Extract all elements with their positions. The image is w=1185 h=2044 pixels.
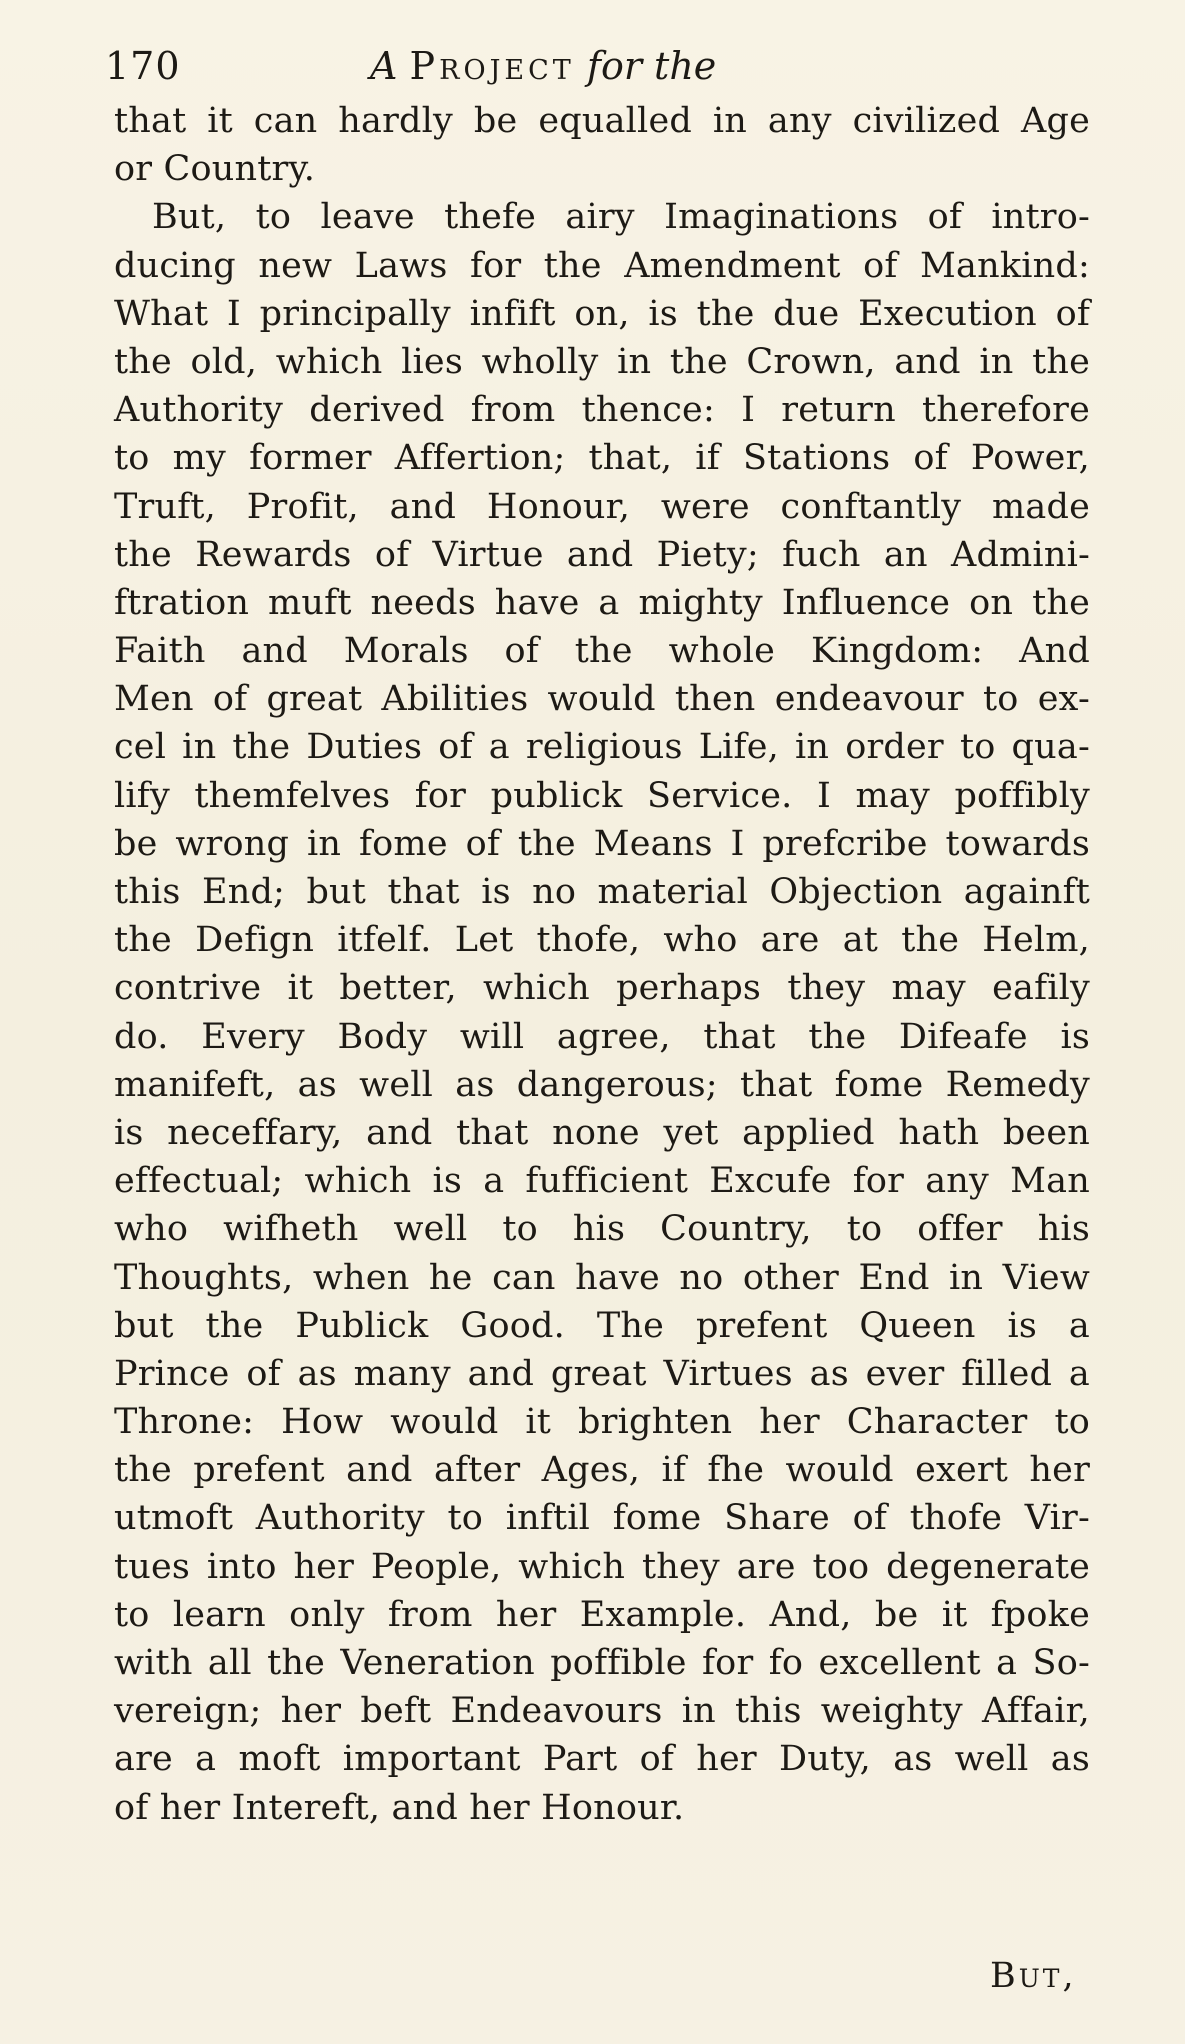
running-title-article: A: [370, 44, 398, 88]
running-title-rest: for the: [586, 44, 717, 88]
text-line: the Rewards of Virtue and Piety; fuch an Admini-: [114, 534, 1090, 575]
text-line: manifeft, as well as dangerous; that fome Remedy: [114, 1064, 1090, 1105]
text-line: be wrong in fome of the Means I prefcribe towards: [114, 823, 1090, 864]
text-line: What I principally infift on, is the due Execution of: [114, 293, 1090, 334]
text-line: that it can hardly be equalled in any civilized Age: [114, 101, 1090, 141]
text-line: to my former Affertion; that, if Stations of Power,: [114, 438, 1090, 479]
text-line: Authority derived from thence: I return therefore: [114, 390, 1090, 431]
running-head: [105, 38, 1090, 94]
text-line: Truft, Profit, and Honour, were conftantly made: [114, 486, 1090, 527]
text-line: this End; but that is no material Objection againft: [114, 872, 1090, 912]
text-line: cel in the Duties of a religious Life, in order to qua-: [114, 727, 1090, 768]
text-line: Men of great Abilities would then endeavour to ex-: [114, 679, 1090, 720]
text-line: tues into her People, which they are too degenerate: [114, 1546, 1090, 1587]
text-line: lify themfelves for publick Service. I may poffibly: [114, 775, 1090, 816]
text-line: contrive it better, which perhaps they may eafily: [114, 968, 1090, 1009]
text-line: the Defign itfelf. Let thofe, who are at the Helm,: [114, 920, 1090, 961]
text-line: But, to leave thefe airy Imaginations of intro-: [152, 197, 1090, 238]
text-line: or Country.: [114, 149, 316, 190]
text-line: do. Every Body will agree, that the Difeafe is: [114, 1016, 1090, 1057]
text-line: Throne: How would it brighten her Character to: [114, 1402, 1090, 1443]
running-title: [370, 38, 716, 94]
text-line: but the Publick Good. The prefent Queen is a: [114, 1305, 1090, 1346]
text-line: effectual; which is a fufficient Excufe for any Man: [114, 1161, 1090, 1202]
text-line: to learn only from her Example. And, be it fpoke: [114, 1594, 1090, 1635]
text-line: the prefent and after Ages, if fhe would exert her: [114, 1450, 1090, 1491]
text-line: Faith and Morals of the whole Kingdom: And: [114, 631, 1090, 672]
text-line: with all the Veneration poffible for fo excellent a So-: [114, 1643, 1090, 1683]
text-line: are a moft important Part of her Duty, as well as: [114, 1739, 1090, 1780]
text-line: utmoft Authority to inftil fome Share of thofe Vir-: [114, 1498, 1090, 1539]
page-number: 170: [105, 44, 181, 88]
text-line: the old, which lies wholly in the Crown, and in the: [114, 341, 1090, 382]
running-title-word: Project: [409, 44, 575, 88]
text-line: is neceffary, and that none yet applied hath been: [114, 1112, 1090, 1153]
text-line: vereign; her beft Endeavours in this weighty Affair,: [114, 1691, 1090, 1732]
text-line: Prince of as many and great Virtues as ever filled a: [114, 1353, 1090, 1394]
text-line: ducing new Laws for the Amendment of Mankind:: [114, 245, 1090, 286]
catchword: But,: [990, 1956, 1077, 1996]
text-line: of her Intereft, and her Honour.: [114, 1787, 685, 1828]
text-line: ftration muft needs have a mighty Influence on the: [114, 582, 1090, 623]
body-text: [114, 97, 1090, 1832]
text-line: Thoughts, when he can have no other End in View: [114, 1257, 1090, 1298]
text-line: who wifheth well to his Country, to offer his: [114, 1209, 1090, 1250]
